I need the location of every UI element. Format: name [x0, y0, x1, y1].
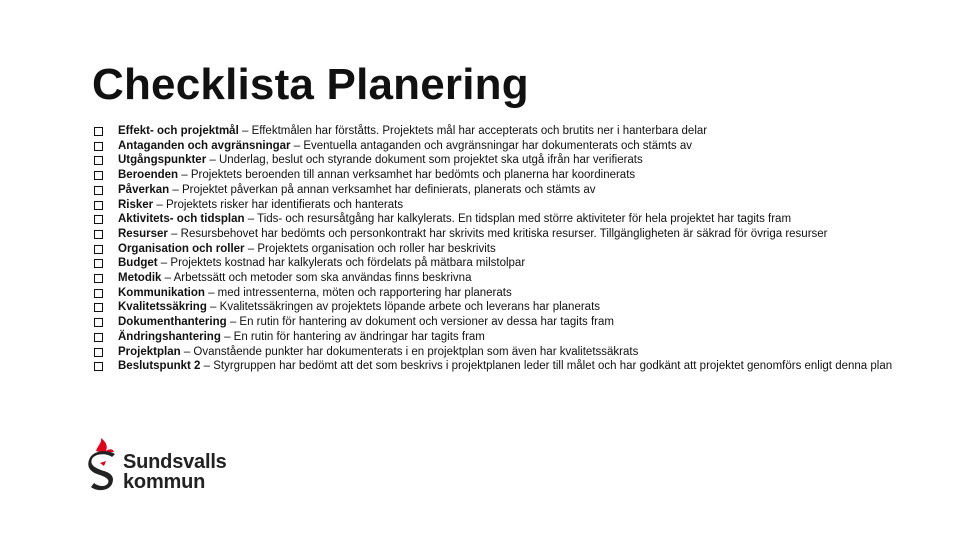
item-term: Kvalitetssäkring [118, 301, 207, 314]
item-term: Resurser [118, 227, 168, 240]
checklist-item-antaganden [93, 139, 933, 154]
emblem-s-shape [88, 451, 115, 490]
checkbox-icon [94, 303, 103, 312]
checkbox-icon [94, 156, 103, 165]
item-text: – En rutin för hantering av dokument och versioner av dessa har tagits fram [226, 316, 614, 329]
checkbox-icon [94, 318, 103, 327]
emblem-flame [96, 438, 114, 452]
checklist-item-budget [93, 256, 933, 271]
item-term: Organisation och roller [118, 242, 245, 255]
checklist-item-organisation [93, 242, 933, 257]
checkbox-icon [94, 230, 103, 239]
item-text: – med intressenterna, möten och rapportering har planerats [204, 286, 512, 299]
checkbox-icon [94, 274, 103, 283]
sundsvall-emblem-icon [86, 437, 120, 497]
checkbox-icon [94, 201, 103, 210]
checkbox-icon [94, 259, 103, 268]
checkbox-icon [94, 171, 103, 180]
logo-text-kommun: kommun [123, 471, 206, 493]
item-text: – Projektets kostnad har kalkylerats och fördelats på mätbara milstolpar [157, 257, 526, 270]
item-term: Risker [118, 198, 154, 211]
checklist-item-utgangspunkter [93, 153, 933, 168]
checkbox-icon [94, 289, 103, 298]
item-text: – Underlag, beslut och styrande dokument som projektet ska utgå ifrån har verifierats [206, 154, 643, 167]
checklist-item-resurser [93, 227, 933, 242]
item-term: Antaganden och avgränsningar [118, 139, 291, 152]
checkbox-icon [94, 186, 103, 195]
item-term: Utgångspunkter [118, 154, 207, 167]
checklist-item-kommunikation [93, 286, 933, 301]
checkbox-icon [94, 127, 103, 136]
item-term: Projektplan [118, 345, 181, 358]
item-term: Metodik [118, 272, 162, 285]
item-term: Budget [118, 257, 158, 270]
checkbox-icon [94, 142, 103, 151]
item-text: – Kvalitetssäkringen av projektets löpande arbete och leverans har planerats [206, 301, 601, 314]
checklist-item-dokumenthantering [93, 315, 933, 330]
checklist-item-paverkan [93, 183, 933, 198]
item-text: – En rutin för hantering av ändringar har tagits fram [220, 330, 485, 343]
checklist-item-andringshantering [93, 330, 933, 345]
checklist-item-beslutspunkt [93, 359, 933, 374]
item-term: Dokumenthantering [118, 316, 227, 329]
checkbox-icon [94, 362, 103, 371]
item-text: – Projektets beroenden till annan verksamhet har bedömts och planerna har koordinerats [178, 169, 636, 182]
checklist-item-tidsplan [93, 212, 933, 227]
item-text: – Projektet påverkan på annan verksamhet har definierats, planerats och stämts av [169, 183, 596, 196]
checkbox-icon [94, 348, 103, 357]
item-term: Aktivitets- och tidsplan [118, 213, 245, 226]
checkbox-icon [94, 215, 103, 224]
item-text: – Ovanstående punkter har dokumenterats i en projektplan som även har kvalitetssäkrats [180, 345, 639, 358]
sundsvalls-kommun-logo [86, 437, 236, 497]
slide-title: Checklista Planering [92, 60, 529, 109]
checklist-item-metodik [93, 271, 933, 286]
item-term: Beroenden [118, 169, 179, 182]
planning-checklist [93, 124, 933, 374]
item-text: – Projektets risker har identifierats och hanterats [153, 198, 404, 211]
item-text: – Resursbehovet har bedömts och personkontrakt har skrivits med kritiska resurser. Tillgängligheten är säkrad för övriga resurser [167, 227, 828, 240]
checklist-item-kvalitetssakring [93, 300, 933, 315]
item-text: – Styrgruppen har bedömt att det som beskrivs i projektplanen leder till målet och har godkänt att projektet genomförs enligt denna plan [200, 360, 893, 373]
logo-text-sundsvalls: Sundsvalls [123, 451, 227, 473]
emblem-accent [100, 461, 106, 466]
checklist-item-effektmal [93, 124, 933, 139]
checklist-item-risker [93, 198, 933, 213]
item-text: – Projektets organisation och roller har beskrivits [244, 242, 496, 255]
checklist-item-beroenden [93, 168, 933, 183]
item-text: – Arbetssätt och metoder som ska användas finns beskrivna [161, 272, 472, 285]
item-text: – Eventuella antaganden och avgränsningar har dokumenterats och stämts av [290, 139, 693, 152]
item-term: Beslutspunkt 2 [118, 360, 201, 373]
item-text: – Tids- och resursåtgång har kalkylerats. En tidsplan med större aktiviteter för hela projektet har tagits fram [244, 213, 792, 226]
checkbox-icon [94, 245, 103, 254]
item-term: Effekt- och projektmål [118, 125, 239, 137]
item-term: Påverkan [118, 183, 170, 196]
checklist-item-projektplan [93, 345, 933, 360]
item-term: Ändringshantering [118, 330, 221, 343]
checkbox-icon [94, 333, 103, 342]
item-text: – Effektmålen har förståtts. Projektets mål har accepterats och brutits ner i hanterbara delar [238, 125, 708, 137]
item-term: Kommunikation [118, 286, 205, 299]
